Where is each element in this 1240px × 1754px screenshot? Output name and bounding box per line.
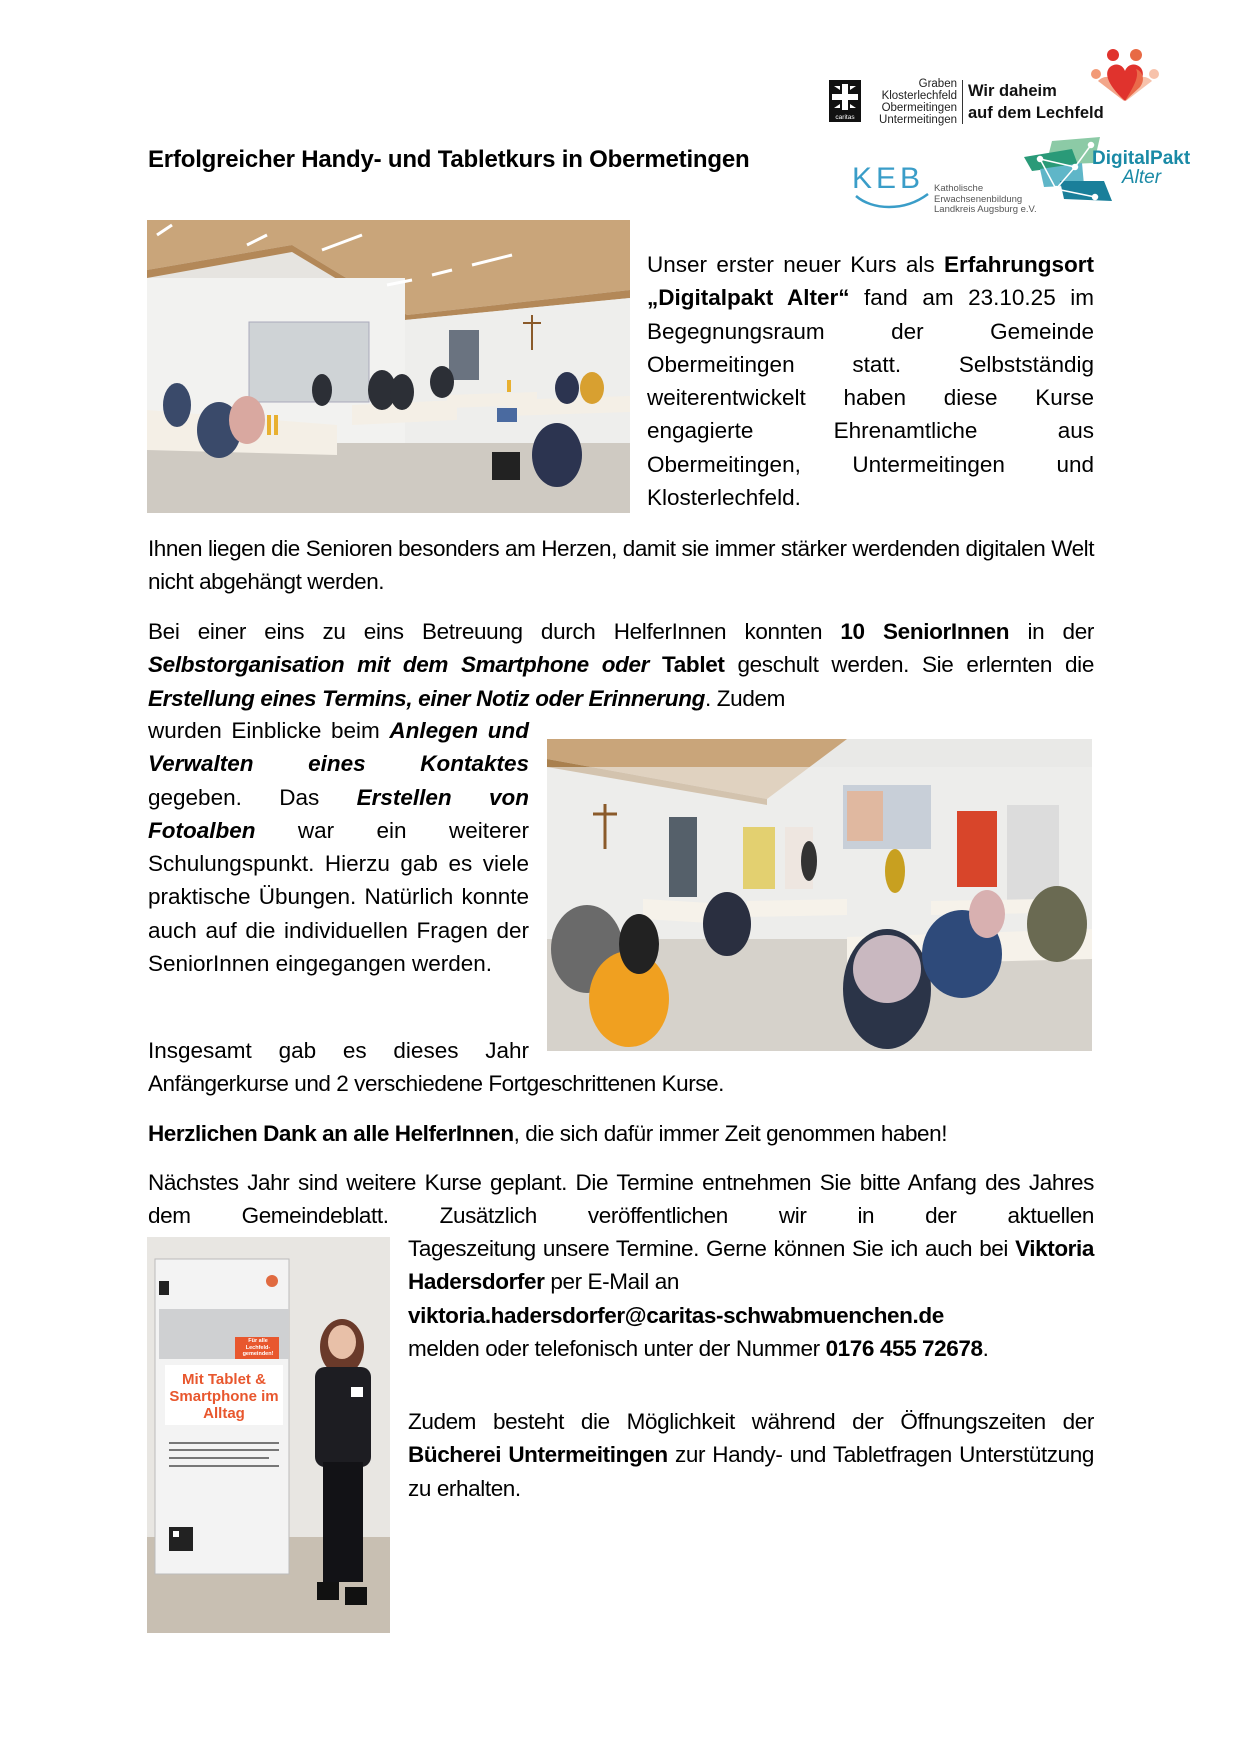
paragraph-library: Zudem besteht die Möglichkeit während der Öffnungszeiten der Bücherei Untermeitingen zur Handy- und Tabletfragen Unterstützung zu erhalten. [408,1409,1094,1501]
photo-contact-person [147,1237,390,1633]
digitalpakt-title: DigitalPakt [1092,148,1191,169]
digitalpakt-network-icon [1020,135,1120,205]
keb-logo [852,162,1042,218]
keb-letters: KEB [852,162,925,195]
digitalpakt-subtitle: Alter [1122,167,1162,188]
photo-presentation [547,739,1092,1051]
paragraph-summary-line1: Insgesamt gab es dieses Jahr [148,1038,529,1063]
banner-badge: Für alle Lechfeld-gemeinden! [242,1338,274,1357]
paragraph-summary-line2: Anfängerkurse und 2 verschiedene Fortgeschrittenen Kurse. [148,1071,724,1096]
article-title: Erfolgreicher Handy- und Tabletkurs in Obermetingen [148,146,750,173]
paragraph-contact: Tageszeitung unsere Termine. Gerne können Sie ich auch bei Viktoria Hadersdorfer per E-Mail an viktoria.hadersdorfer@caritas-schwabmuenchen.de melden oder telefonisch unter der Nummer 0176 455 72678. [408,1236,1094,1361]
photo-course-room [147,220,630,513]
caritas-badge-text: caritas [835,114,855,121]
banner-heading: Mit Tablet & Smartphone im Alltag [169,1371,279,1422]
caritas-places: Graben Klosterlechfeld Obermeitingen Untermeitingen [879,78,957,126]
caritas-slogan: Wir daheim auf dem Lechfeld [968,82,1104,122]
caritas-logo [825,78,1125,126]
paragraph-thanks: Herzlichen Dank an alle HelferInnen, die sich dafür immer Zeit genommen haben! [148,1121,947,1146]
keb-swoosh-icon [852,192,932,214]
paragraph-next-year: Nächstes Jahr sind weitere Kurse geplant. Die Termine entnehmen Sie bitte Anfang des Jahres dem Gemeindeblatt. Zusätzlich veröffentlichen wir in der aktuellen [148,1170,1094,1229]
keb-subtitle: Katholische Erwachsenenbildung Landkreis Augsburg e.V. [934,183,1037,215]
paragraph-intro: Unser erster neuer Kurs als Erfahrungsort „Digitalpakt Alter“ fand am 23.10.25 im Begegnungsraum der Gemeinde Obermeitingen statt. Selbstständig weiterentwickelt haben diese Kurse engagierte Ehrenamtliche aus Obermeitingen, Untermeitingen und Klosterlechfeld. [647,252,1094,511]
logo-divider [962,80,963,124]
hearts-people-icon [1090,45,1160,105]
digitalpakt-logo [1020,135,1195,205]
contact-email[interactable]: viktoria.hadersdorfer@caritas-schwabmuenchen.de [408,1302,944,1328]
paragraph-contacts: wurden Einblicke beim Anlegen und Verwalten eines Kontaktes gegeben. Das Erstellen von Fotoalben war ein weiterer Schulungspunkt. Hierzu gab es viele praktische Übungen. Natürlich konnte auch auf die individuellen Fragen der SeniorInnen eingegangen werden. [148,718,529,977]
contact-phone[interactable]: 0176 455 72678 [825,1335,983,1361]
caritas-cross-icon [829,80,861,122]
paragraph-seniors: Ihnen liegen die Senioren besonders am Herzen, damit sie immer stärker werdenden digitalen Welt nicht abgehängt werden. [148,536,1094,595]
paragraph-training: Bei einer eins zu eins Betreuung durch HelferInnen konnten 10 SeniorInnen in der Selbstorganisation mit dem Smartphone oder Tablet geschult werden. Sie erlernten die Erstellung eines Termins, einer Notiz oder Erinnerung. Zudem [148,619,1095,711]
